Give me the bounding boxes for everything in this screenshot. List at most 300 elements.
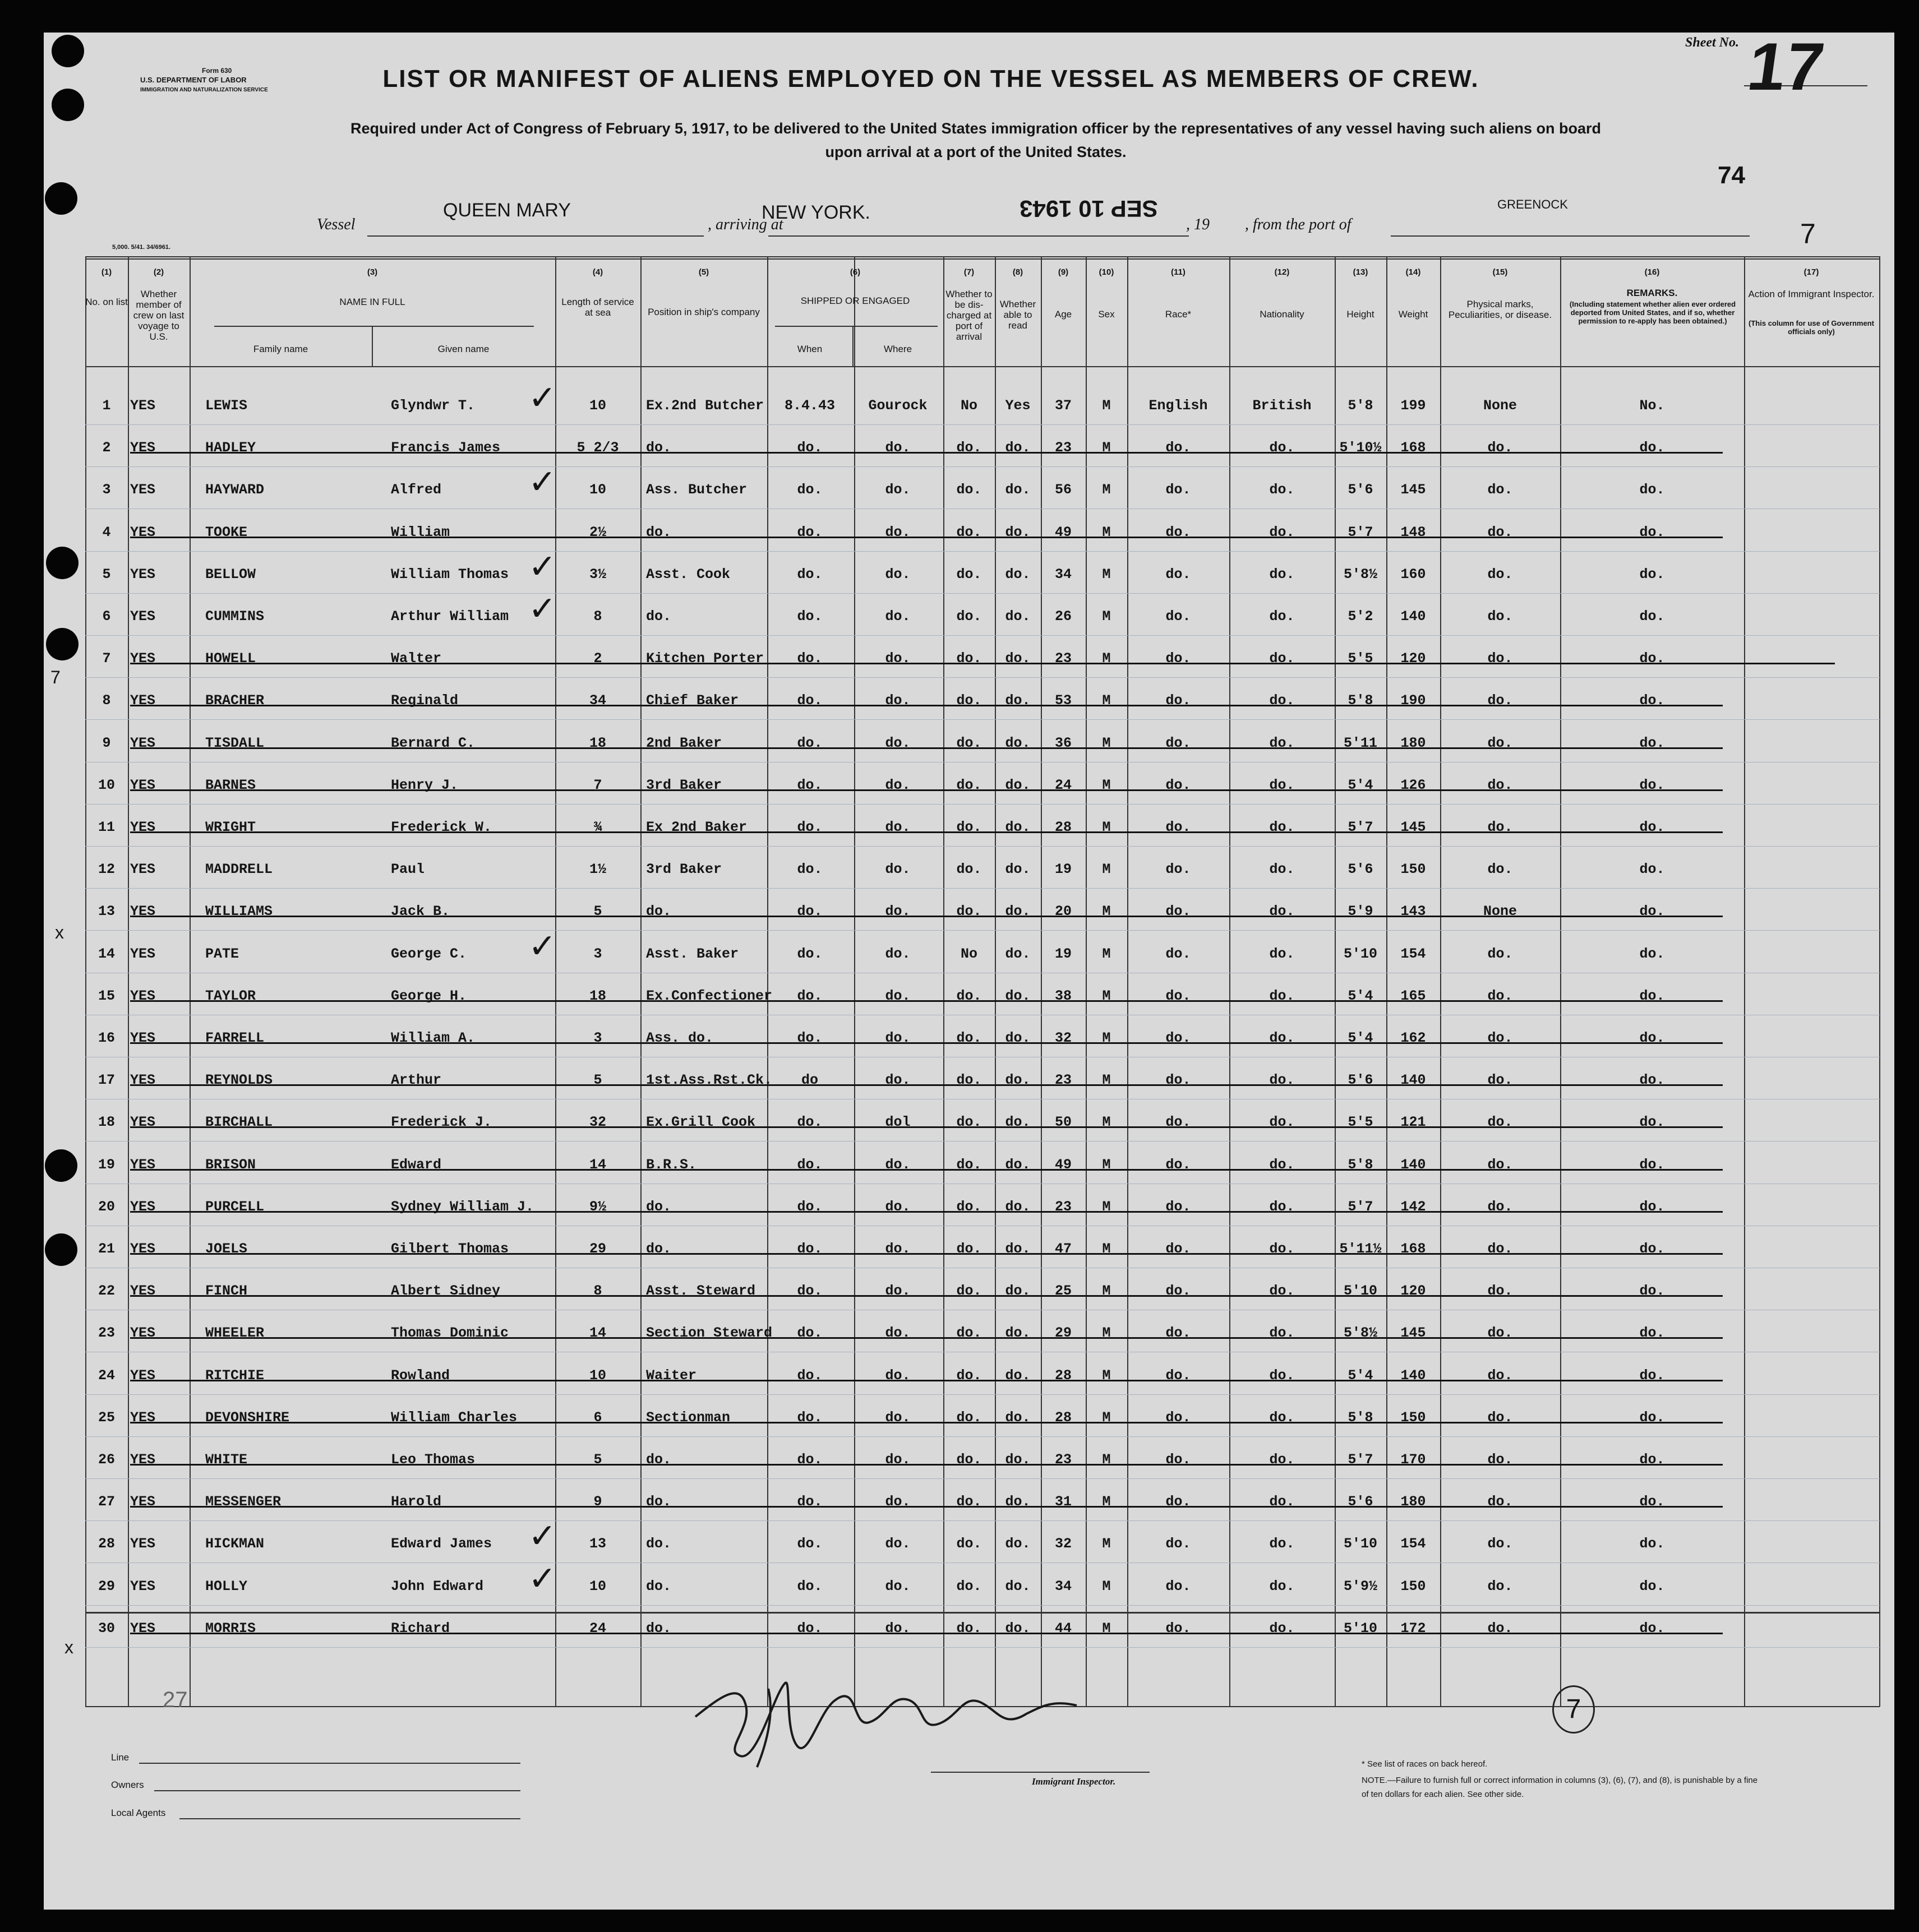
cell-race: do. — [1165, 440, 1191, 456]
cell-discharged: do. — [956, 1030, 982, 1046]
cell-race: do. — [1165, 1367, 1191, 1384]
row-rule — [85, 424, 1880, 425]
cell-discharged: No — [960, 398, 977, 414]
cell-given: Jack B. — [391, 903, 450, 920]
cell-family: HOLLY — [205, 1578, 248, 1594]
cell-marks: None — [1483, 903, 1517, 920]
cell-prev: YES — [130, 987, 156, 1004]
cell-no: 23 — [98, 1325, 115, 1342]
owners-label: Owners — [111, 1780, 144, 1790]
cell-race: do. — [1165, 987, 1191, 1004]
cell-position: Kitchen Porter — [646, 650, 764, 667]
check-mark-icon: ✓ — [528, 547, 557, 586]
cell-age: 23 — [1054, 440, 1072, 456]
strikethrough-line — [130, 1000, 1723, 1002]
cell-weight: 143 — [1400, 903, 1426, 920]
cell-weight: 162 — [1400, 1030, 1426, 1046]
cell-discharged: do. — [956, 1198, 982, 1215]
column-number: (7) — [963, 267, 975, 277]
strikethrough-line — [130, 452, 1723, 454]
cell-age: 25 — [1054, 1283, 1072, 1300]
cell-when: do. — [797, 1241, 823, 1257]
cell-service: 5 — [593, 1072, 602, 1089]
cell-nationality: do. — [1269, 1283, 1295, 1300]
cell-no: 27 — [98, 1494, 115, 1510]
column-number: (13) — [1353, 267, 1368, 277]
cell-no: 19 — [98, 1156, 115, 1173]
cell-marks: do. — [1487, 1620, 1513, 1637]
cell-marks: do. — [1487, 861, 1513, 878]
cell-sex: M — [1102, 1409, 1111, 1426]
cell-height: 5'7 — [1348, 1452, 1373, 1468]
cell-no: 8 — [102, 692, 111, 709]
cell-given: Harold — [391, 1494, 442, 1510]
cell-sex: M — [1102, 903, 1111, 920]
inspector-label: Immigrant Inspector. — [1032, 1776, 1116, 1787]
cell-nationality: do. — [1269, 608, 1295, 625]
punch-hole — [52, 89, 84, 121]
cell-no: 25 — [98, 1409, 115, 1426]
vessel-label: Vessel — [317, 216, 356, 233]
cell-no: 29 — [98, 1578, 115, 1594]
strikethrough-line — [130, 1253, 1723, 1255]
row-rule — [85, 1478, 1880, 1479]
cell-prev: YES — [130, 566, 156, 583]
cell-service: 5 — [593, 903, 602, 920]
cell-when: do. — [797, 903, 823, 920]
cell-family: WRIGHT — [205, 819, 256, 835]
cell-prev: YES — [130, 734, 156, 751]
cell-prev: YES — [130, 1578, 156, 1594]
cell-height: 5'8½ — [1343, 1325, 1377, 1342]
cell-discharged: No — [960, 945, 977, 962]
cell-remarks: do. — [1639, 692, 1665, 709]
cell-discharged: do. — [956, 987, 982, 1004]
cell-given: Rowland — [391, 1367, 450, 1384]
cell-remarks: do. — [1639, 1620, 1665, 1637]
cell-marks: do. — [1487, 1114, 1513, 1131]
cell-read: do. — [1005, 1156, 1031, 1173]
column-header: Length of service at sea — [561, 297, 634, 318]
cell-prev: YES — [130, 1536, 156, 1552]
cell-where: do. — [885, 692, 911, 709]
cell-age: 49 — [1054, 524, 1072, 540]
strikethrough-line — [130, 1295, 1723, 1297]
cell-discharged: do. — [956, 692, 982, 709]
cell-read: do. — [1005, 1578, 1031, 1594]
departure-port: GREENOCK — [1497, 197, 1568, 211]
column-header: REMARKS. — [1626, 288, 1678, 298]
cell-race: do. — [1165, 650, 1191, 667]
cell-race: do. — [1165, 1494, 1191, 1510]
cell-weight: 140 — [1400, 1367, 1426, 1384]
cell-where: do. — [885, 734, 911, 751]
cell-given: Gilbert Thomas — [391, 1241, 509, 1257]
cell-race: do. — [1165, 903, 1191, 920]
cell-height: 5'8½ — [1343, 566, 1377, 583]
cell-sex: M — [1102, 1578, 1111, 1594]
cell-read: do. — [1005, 692, 1031, 709]
cell-position: do. — [646, 1241, 672, 1257]
cell-remarks: do. — [1639, 482, 1665, 498]
row-rule — [85, 635, 1880, 636]
cell-when: do. — [797, 1494, 823, 1510]
cell-age: 23 — [1054, 1452, 1072, 1468]
cell-no: 7 — [102, 650, 111, 667]
cell-read: do. — [1005, 1409, 1031, 1426]
cell-age: 32 — [1054, 1536, 1072, 1552]
cell-weight: 150 — [1400, 1409, 1426, 1426]
strikethrough-line — [130, 1169, 1723, 1171]
cell-weight: 199 — [1400, 398, 1426, 414]
cell-marks: do. — [1487, 1494, 1513, 1510]
cell-when: do. — [797, 1156, 823, 1173]
cell-nationality: do. — [1269, 1030, 1295, 1046]
cell-remarks: do. — [1639, 566, 1665, 583]
cell-prev: YES — [130, 903, 156, 920]
cell-when: do. — [797, 1198, 823, 1215]
cell-service: 10 — [589, 1578, 606, 1594]
row-rule — [85, 930, 1880, 931]
cell-service: 34 — [589, 692, 606, 709]
cell-family: MESSENGER — [205, 1494, 282, 1510]
cell-position: 3rd Baker — [646, 777, 722, 793]
cell-age: 19 — [1054, 861, 1072, 878]
crew-manifest-table — [85, 256, 1880, 1707]
vessel-name: QUEEN MARY — [443, 200, 571, 221]
cell-height: 5'8 — [1348, 398, 1373, 414]
cell-discharged: do. — [956, 1620, 982, 1637]
strikethrough-line — [130, 1042, 1723, 1044]
cell-remarks: do. — [1639, 1241, 1665, 1257]
cell-read: do. — [1005, 945, 1031, 962]
cell-no: 2 — [102, 440, 111, 456]
cell-height: 5'6 — [1348, 482, 1373, 498]
arriving-label: , arriving at — [708, 216, 783, 233]
cell-where: do. — [885, 1198, 911, 1215]
punch-hole — [45, 182, 77, 215]
cell-service: 2½ — [589, 524, 606, 540]
cell-given: Edward — [391, 1156, 442, 1173]
cell-prev: YES — [130, 1325, 156, 1342]
cell-when: do. — [797, 440, 823, 456]
cell-family: HICKMAN — [205, 1536, 265, 1552]
column-subheader: Where — [883, 344, 912, 354]
cell-remarks: do. — [1639, 1114, 1665, 1131]
cell-race: do. — [1165, 734, 1191, 751]
cell-age: 47 — [1054, 1241, 1072, 1257]
cell-prev: YES — [130, 524, 156, 540]
margin-reference-number: 74 — [1718, 161, 1745, 189]
cell-marks: do. — [1487, 1156, 1513, 1173]
cell-marks: do. — [1487, 1198, 1513, 1215]
cell-age: 28 — [1054, 819, 1072, 835]
cell-family: FINCH — [205, 1283, 248, 1300]
cell-when: do. — [797, 608, 823, 625]
strikethrough-line — [130, 1464, 1723, 1466]
cell-service: 3½ — [589, 566, 606, 583]
cell-prev: YES — [130, 1241, 156, 1257]
cell-given: William — [391, 524, 450, 540]
cell-no: 15 — [98, 987, 115, 1004]
cell-height: 5'4 — [1348, 1030, 1373, 1046]
cell-height: 5'5 — [1348, 1114, 1373, 1131]
cell-read: do. — [1005, 650, 1031, 667]
cell-race: do. — [1165, 524, 1191, 540]
cell-service: 5 2/3 — [576, 440, 619, 456]
cell-remarks: do. — [1639, 1367, 1665, 1384]
cell-where: do. — [885, 1494, 911, 1510]
cell-nationality: do. — [1269, 1367, 1295, 1384]
cell-height: 5'10 — [1343, 1620, 1377, 1637]
cell-read: do. — [1005, 1494, 1031, 1510]
cell-race: do. — [1165, 1620, 1191, 1637]
cell-marks: None — [1483, 398, 1517, 414]
column-number: (14) — [1405, 267, 1421, 277]
cell-discharged: do. — [956, 1283, 982, 1300]
cell-discharged: do. — [956, 1578, 982, 1594]
cell-marks: do. — [1487, 1367, 1513, 1384]
column-header: Physical marks, Peculiarities, or disease. — [1448, 299, 1552, 320]
cell-family: HAYWARD — [205, 482, 265, 498]
cell-service: 10 — [589, 482, 606, 498]
cell-given: Walter — [391, 650, 442, 667]
cell-read: do. — [1005, 1072, 1031, 1089]
strikethrough-line — [130, 1380, 1723, 1381]
cell-prev: YES — [130, 692, 156, 709]
cell-weight: 140 — [1400, 1156, 1426, 1173]
cell-height: 5'7 — [1348, 1198, 1373, 1215]
check-mark-icon: ✓ — [528, 463, 557, 502]
cell-weight: 120 — [1400, 1283, 1426, 1300]
cell-nationality: do. — [1269, 1325, 1295, 1342]
local-agents-label: Local Agents — [111, 1808, 166, 1818]
cell-prev: YES — [130, 1494, 156, 1510]
column-subheader: When — [797, 344, 823, 354]
margin-reference-number-right: 7 — [1800, 218, 1816, 249]
cell-sex: M — [1102, 608, 1111, 625]
cell-discharged: do. — [956, 903, 982, 920]
cell-when: do. — [797, 1620, 823, 1637]
cell-prev: YES — [130, 1367, 156, 1384]
cell-given: William Charles — [391, 1409, 518, 1426]
cell-position: Waiter — [646, 1367, 697, 1384]
cell-when: do. — [797, 692, 823, 709]
column-header: Action of Immigrant Inspector. — [1748, 289, 1875, 299]
cell-service: 6 — [593, 1409, 602, 1426]
date-stamp: SEP 10 1943 — [1020, 196, 1158, 222]
row-rule — [85, 888, 1880, 889]
cell-when: do. — [797, 1536, 823, 1552]
cell-where: do. — [885, 482, 911, 498]
cell-position: Chief Baker — [646, 692, 739, 709]
cell-race: do. — [1165, 1241, 1191, 1257]
cell-where: Gourock — [868, 398, 928, 414]
cell-age: 31 — [1054, 1494, 1072, 1510]
cell-position: Ex.Grill Cook — [646, 1114, 756, 1131]
cell-race: English — [1148, 398, 1208, 414]
row-rule — [85, 551, 1880, 552]
cell-race: do. — [1165, 1536, 1191, 1552]
cell-prev: YES — [130, 1156, 156, 1173]
cell-family: PURCELL — [205, 1198, 265, 1215]
cell-discharged: do. — [956, 566, 982, 583]
cell-no: 28 — [98, 1536, 115, 1552]
cell-no: 14 — [98, 945, 115, 962]
cell-no: 30 — [98, 1620, 115, 1637]
cell-nationality: do. — [1269, 1620, 1295, 1637]
cell-height: 5'10 — [1343, 1283, 1377, 1300]
cell-family: PATE — [205, 945, 239, 962]
cell-position: do. — [646, 524, 672, 540]
cell-marks: do. — [1487, 524, 1513, 540]
cell-nationality: do. — [1269, 1452, 1295, 1468]
cell-weight: 148 — [1400, 524, 1426, 540]
cell-nationality: do. — [1269, 524, 1295, 540]
cell-position: do. — [646, 1452, 672, 1468]
cell-position: 1st.Ass.Rst.Ck. — [646, 1072, 773, 1089]
cell-marks: do. — [1487, 482, 1513, 498]
cell-service: 8 — [593, 608, 602, 625]
cell-remarks: do. — [1639, 1578, 1665, 1594]
arrival-port: NEW YORK. — [762, 202, 870, 223]
cell-discharged: do. — [956, 1452, 982, 1468]
cell-sex: M — [1102, 945, 1111, 962]
cell-height: 5'10 — [1343, 945, 1377, 962]
cell-height: 5'6 — [1348, 861, 1373, 878]
cell-position: 2nd Baker — [646, 734, 722, 751]
cell-where: do. — [885, 1156, 911, 1173]
cell-family: TAYLOR — [205, 987, 256, 1004]
cell-remarks: do. — [1639, 608, 1665, 625]
cell-family: CUMMINS — [205, 608, 265, 625]
column-number: (8) — [1012, 267, 1023, 277]
cell-where: do. — [885, 1283, 911, 1300]
cell-when: do. — [797, 1367, 823, 1384]
cell-remarks: do. — [1639, 903, 1665, 920]
column-number: (11) — [1171, 267, 1185, 277]
cell-given: Arthur William — [391, 608, 509, 625]
cell-position: 3rd Baker — [646, 861, 722, 878]
department-name: U.S. DEPARTMENT OF LABOR — [140, 76, 247, 84]
column-header: Whether to be dis-charged at port of arrival — [945, 289, 993, 342]
cell-remarks: do. — [1639, 1494, 1665, 1510]
cell-position: do. — [646, 903, 672, 920]
cell-remarks: do. — [1639, 1030, 1665, 1046]
cell-when: do. — [797, 1325, 823, 1342]
margin-mark: x — [55, 922, 64, 942]
cell-race: do. — [1165, 608, 1191, 625]
cell-marks: do. — [1487, 692, 1513, 709]
cell-when: do. — [797, 987, 823, 1004]
row-rule — [85, 466, 1880, 467]
cell-age: 38 — [1054, 987, 1072, 1004]
cell-when: do. — [797, 650, 823, 667]
cell-sex: M — [1102, 1241, 1111, 1257]
cell-weight: 121 — [1400, 1114, 1426, 1131]
column-header: Position in ship's company — [648, 307, 760, 317]
cell-service: 18 — [589, 734, 606, 751]
cell-where: do. — [885, 650, 911, 667]
cell-no: 26 — [98, 1452, 115, 1468]
cell-remarks: do. — [1639, 524, 1665, 540]
column-header: Age — [1054, 309, 1072, 320]
row-rule — [85, 1436, 1880, 1437]
column-header: Sex — [1098, 309, 1115, 320]
cell-discharged: do. — [956, 777, 982, 793]
cell-service: 29 — [589, 1241, 606, 1257]
cell-read: do. — [1005, 1452, 1031, 1468]
cell-no: 11 — [98, 819, 115, 835]
cell-prev: YES — [130, 1072, 156, 1089]
column-number: (17) — [1803, 267, 1819, 277]
cell-age: 34 — [1054, 1578, 1072, 1594]
cell-service: 32 — [589, 1114, 606, 1131]
cell-where: do. — [885, 1072, 911, 1089]
cell-position: Ass. Butcher — [646, 482, 748, 498]
cell-discharged: do. — [956, 440, 982, 456]
cell-discharged: do. — [956, 650, 982, 667]
cell-position: do. — [646, 608, 672, 625]
column-header: NAME IN FULL — [339, 297, 405, 307]
cell-marks: do. — [1487, 1325, 1513, 1342]
cell-read: do. — [1005, 1030, 1031, 1046]
cell-family: BRISON — [205, 1156, 256, 1173]
cell-sex: M — [1102, 482, 1111, 498]
cell-where: do. — [885, 945, 911, 962]
cell-discharged: do. — [956, 1494, 982, 1510]
cell-family: BELLOW — [205, 566, 256, 583]
cell-sex: M — [1102, 440, 1111, 456]
margin-mark: 7 — [50, 667, 61, 687]
strikethrough-line — [130, 1126, 1723, 1128]
cell-prev: YES — [130, 861, 156, 878]
cell-family: FARRELL — [205, 1030, 265, 1046]
cell-race: do. — [1165, 692, 1191, 709]
cell-height: 5'7 — [1348, 819, 1373, 835]
cell-age: 32 — [1054, 1030, 1072, 1046]
column-header: Whether member of crew on last voyage to U.S. — [133, 289, 184, 342]
cell-race: do. — [1165, 1030, 1191, 1046]
cell-discharged: do. — [956, 1409, 982, 1426]
cell-weight: 160 — [1400, 566, 1426, 583]
cell-where: do. — [885, 524, 911, 540]
cell-where: do. — [885, 566, 911, 583]
cell-nationality: do. — [1269, 777, 1295, 793]
cell-when: do. — [797, 1409, 823, 1426]
cell-sex: M — [1102, 1367, 1111, 1384]
cell-read: do. — [1005, 1241, 1031, 1257]
cell-remarks: do. — [1639, 945, 1665, 962]
cell-when: do. — [797, 819, 823, 835]
cell-remarks: do. — [1639, 987, 1665, 1004]
cell-weight: 170 — [1400, 1452, 1426, 1468]
column-subheader: Given name — [437, 344, 490, 354]
cell-prev: YES — [130, 398, 156, 414]
cell-where: do. — [885, 1367, 911, 1384]
cell-read: do. — [1005, 608, 1031, 625]
cell-where: do. — [885, 440, 911, 456]
cell-read: do. — [1005, 1367, 1031, 1384]
cell-height: 5'6 — [1348, 1494, 1373, 1510]
row-rule — [85, 1520, 1880, 1521]
cell-sex: M — [1102, 524, 1111, 540]
cell-sex: M — [1102, 777, 1111, 793]
cell-discharged: do. — [956, 1241, 982, 1257]
cell-no: 9 — [102, 734, 111, 751]
cell-no: 3 — [102, 482, 111, 498]
cell-service: 10 — [589, 1367, 606, 1384]
